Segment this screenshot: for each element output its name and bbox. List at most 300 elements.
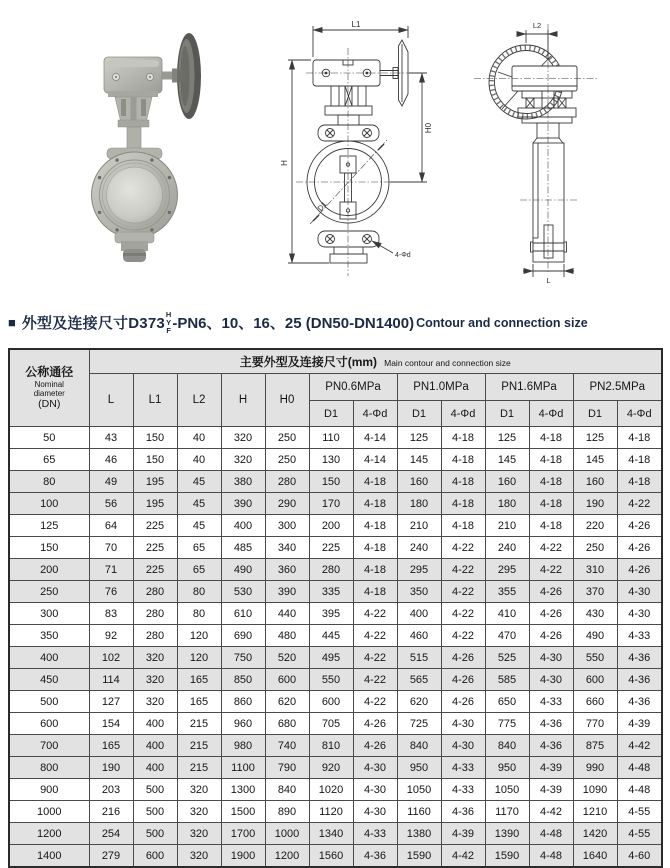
table-cell: 4-33 — [441, 757, 485, 779]
table-cell: 1340 — [309, 823, 353, 845]
table-cell: 102 — [89, 647, 133, 669]
sub-header-d1: D1 — [309, 401, 353, 427]
table-cell: 4-36 — [617, 669, 662, 691]
table-cell: 840 — [485, 735, 529, 757]
table-cell: 40 — [177, 427, 221, 449]
table-cell: 4-39 — [617, 713, 662, 735]
table-cell: 525 — [485, 647, 529, 669]
model-variant-h: H — [165, 310, 172, 319]
table-cell: 380 — [221, 471, 265, 493]
table-cell: 1380 — [397, 823, 441, 845]
table-cell: 240 — [397, 537, 441, 559]
table-row — [9, 559, 662, 581]
table-cell: 220 — [573, 515, 617, 537]
table-cell: 650 — [485, 691, 529, 713]
table-row — [9, 625, 662, 647]
table-cell: 400 — [133, 757, 177, 779]
table-cell: 200 — [9, 559, 89, 581]
table-cell: 100 — [9, 493, 89, 515]
table-cell: 80 — [177, 581, 221, 603]
table-row — [9, 823, 662, 845]
table-cell: 1640 — [573, 845, 617, 868]
table-row — [9, 581, 662, 603]
table-cell: 145 — [397, 449, 441, 471]
table-cell: 40 — [177, 449, 221, 471]
table-cell: 725 — [397, 713, 441, 735]
table-cell: 165 — [177, 669, 221, 691]
table-cell: 490 — [573, 625, 617, 647]
table-cell: 350 — [9, 625, 89, 647]
sub-header-4phid: 4-Φd — [617, 401, 662, 427]
table-cell: 1420 — [573, 823, 617, 845]
table-cell: 395 — [309, 603, 353, 625]
model-variant-y: Y — [166, 317, 172, 327]
col-header-dn — [9, 349, 89, 427]
table-cell: 4-18 — [441, 493, 485, 515]
table-cell: 1120 — [309, 801, 353, 823]
wheel-shaft — [160, 69, 177, 83]
dim-label-D1: D1 — [315, 199, 329, 213]
table-cell: 320 — [177, 801, 221, 823]
table-cell: 400 — [397, 603, 441, 625]
table-cell: 279 — [89, 845, 133, 868]
table-cell: 4-18 — [617, 427, 662, 449]
table-cell: 4-22 — [529, 537, 573, 559]
table-cell: 4-22 — [441, 537, 485, 559]
table-cell: 4-18 — [441, 515, 485, 537]
table-cell: 4-33 — [529, 691, 573, 713]
title-suffix: -PN6、10、16、25 (DN50-DN1400) — [172, 315, 415, 333]
table-cell: 150 — [133, 427, 177, 449]
table-cell: 740 — [265, 735, 309, 757]
table-cell: 83 — [89, 603, 133, 625]
table-cell: 4-48 — [617, 757, 662, 779]
table-cell: 165 — [177, 691, 221, 713]
bottom-cover-outline — [330, 247, 367, 263]
table-cell: 4-30 — [353, 801, 397, 823]
table-cell: 1160 — [397, 801, 441, 823]
table-cell: 165 — [89, 735, 133, 757]
table-cell: 145 — [573, 449, 617, 471]
table-cell: 4-18 — [353, 581, 397, 603]
table-cell: 71 — [89, 559, 133, 581]
table-cell: 1590 — [397, 845, 441, 868]
table-cell: 565 — [397, 669, 441, 691]
table-cell: 210 — [397, 515, 441, 537]
sub-header-4phid: 4-Φd — [353, 401, 397, 427]
table-cell: 125 — [397, 427, 441, 449]
table-cell: 700 — [9, 735, 89, 757]
table-cell: 195 — [133, 493, 177, 515]
table-cell: 1170 — [485, 801, 529, 823]
table-cell: 4-33 — [617, 625, 662, 647]
table-cell: 45 — [177, 515, 221, 537]
table-cell: 50 — [9, 427, 89, 449]
table-cell: 190 — [573, 493, 617, 515]
table-cell: 400 — [133, 713, 177, 735]
table-cell: 350 — [397, 581, 441, 603]
table-cell: 250 — [9, 581, 89, 603]
main-header — [89, 349, 662, 374]
table-cell: 1050 — [397, 779, 441, 801]
table-row — [9, 537, 662, 559]
table-cell: 840 — [397, 735, 441, 757]
table-cell: 4-30 — [529, 647, 573, 669]
table-cell: 400 — [221, 515, 265, 537]
table-cell: 530 — [221, 581, 265, 603]
table-cell: 890 — [265, 801, 309, 823]
valve-neck — [127, 127, 141, 150]
table-cell: 4-30 — [441, 735, 485, 757]
table-cell: 80 — [9, 471, 89, 493]
table-cell: 43 — [89, 427, 133, 449]
table-cell: 775 — [485, 713, 529, 735]
table-cell: 600 — [9, 713, 89, 735]
table-cell: 950 — [397, 757, 441, 779]
table-row — [9, 603, 662, 625]
table-cell: 4-55 — [617, 801, 662, 823]
table-cell: 150 — [133, 449, 177, 471]
table-cell: 250 — [265, 427, 309, 449]
table-cell: 860 — [221, 691, 265, 713]
table-cell: 1390 — [485, 823, 529, 845]
dim-L — [523, 264, 574, 285]
table-cell: 65 — [9, 449, 89, 471]
table-cell: 1400 — [9, 845, 89, 868]
table-cell: 4-18 — [529, 449, 573, 471]
table-cell: 585 — [485, 669, 529, 691]
table-row — [9, 471, 662, 493]
table-cell: 4-36 — [617, 647, 662, 669]
title-model-stack — [166, 311, 171, 335]
table-row — [9, 845, 662, 868]
table-cell: 500 — [9, 691, 89, 713]
table-cell: 114 — [89, 669, 133, 691]
table-cell: 4-22 — [617, 493, 662, 515]
dimension-table — [8, 348, 663, 868]
group-header-pn25: PN2.5MPa — [573, 374, 662, 401]
main-header-en: Main contour and connection size — [384, 358, 511, 368]
table-cell: 4-22 — [353, 691, 397, 713]
table-cell: 4-22 — [441, 603, 485, 625]
section-title — [8, 311, 668, 335]
table-cell: 225 — [133, 515, 177, 537]
table-cell: 520 — [265, 647, 309, 669]
title-en: Contour and connection size — [416, 315, 588, 330]
table-cell: 4-26 — [617, 515, 662, 537]
sub-header-d1: D1 — [397, 401, 441, 427]
table-cell: 440 — [265, 603, 309, 625]
table-cell: 210 — [485, 515, 529, 537]
table-cell: 990 — [573, 757, 617, 779]
title-zh: 外型及连接尺寸D373 — [21, 315, 165, 333]
col-header-L1: L1 — [133, 374, 177, 427]
table-cell: 4-26 — [617, 537, 662, 559]
table-cell: 900 — [9, 779, 89, 801]
table-row — [9, 757, 662, 779]
yoke-bracket — [115, 97, 152, 127]
table-cell: 790 — [265, 757, 309, 779]
table-cell: 750 — [221, 647, 265, 669]
table-row — [9, 449, 662, 471]
table-cell: 280 — [133, 625, 177, 647]
table-cell: 4-26 — [441, 669, 485, 691]
table-cell: 320 — [133, 647, 177, 669]
table-cell: 600 — [133, 845, 177, 868]
sub-header-4phid: 4-Φd — [529, 401, 573, 427]
table-cell: 4-26 — [441, 647, 485, 669]
table-cell: 4-30 — [353, 779, 397, 801]
table-cell: 64 — [89, 515, 133, 537]
table-cell: 4-14 — [353, 449, 397, 471]
table-cell: 300 — [9, 603, 89, 625]
table-cell: 390 — [221, 493, 265, 515]
col-header-L: L — [89, 374, 133, 427]
table-cell: 500 — [133, 801, 177, 823]
table-cell: 360 — [265, 559, 309, 581]
table-cell: 705 — [309, 713, 353, 735]
table-cell: 1560 — [309, 845, 353, 868]
col-header-L2: L2 — [177, 374, 221, 427]
table-cell: 195 — [133, 471, 177, 493]
table-cell: 4-26 — [529, 581, 573, 603]
main-header-zh: 主要外型及连接尺寸(mm) — [239, 355, 378, 369]
table-cell: 1100 — [221, 757, 265, 779]
table-cell: 840 — [265, 779, 309, 801]
table-cell: 4-22 — [353, 647, 397, 669]
table-cell: 370 — [573, 581, 617, 603]
table-cell: 470 — [485, 625, 529, 647]
table-cell: 4-18 — [353, 471, 397, 493]
table-cell: 1210 — [573, 801, 617, 823]
table-cell: 4-18 — [353, 493, 397, 515]
table-cell: 1050 — [485, 779, 529, 801]
dim-label-H0: H0 — [424, 122, 433, 134]
dn-header-unit: (DN) — [38, 398, 61, 411]
table-cell: 216 — [89, 801, 133, 823]
table-cell: 4-26 — [529, 625, 573, 647]
table-cell: 500 — [133, 823, 177, 845]
table-cell: 295 — [485, 559, 529, 581]
table-cell: 154 — [89, 713, 133, 735]
table-cell: 1900 — [221, 845, 265, 868]
table-cell: 4-22 — [353, 603, 397, 625]
valve-body — [92, 152, 178, 238]
bottom-shaft-cover — [115, 232, 154, 262]
col-header-H0: H0 — [265, 374, 309, 427]
table-cell: 215 — [177, 735, 221, 757]
dim-label-H: H — [280, 160, 289, 166]
table-cell: 920 — [309, 757, 353, 779]
table-cell: 600 — [573, 669, 617, 691]
table-cell: 4-39 — [529, 779, 573, 801]
table-cell: 290 — [265, 493, 309, 515]
dn-header-zh: 公称通径 — [25, 364, 74, 379]
table-cell: 4-26 — [353, 735, 397, 757]
table-cell: 127 — [89, 691, 133, 713]
table-cell: 445 — [309, 625, 353, 647]
table-row — [9, 801, 662, 823]
table-cell: 70 — [89, 537, 133, 559]
table-cell: 215 — [177, 713, 221, 735]
centerlines-side — [474, 24, 598, 273]
table-cell: 254 — [89, 823, 133, 845]
col-header-H: H — [221, 374, 265, 427]
table-cell: 320 — [177, 823, 221, 845]
table-cell: 600 — [309, 691, 353, 713]
table-row — [9, 515, 662, 537]
table-cell: 875 — [573, 735, 617, 757]
table-cell: 4-36 — [617, 691, 662, 713]
table-cell: 280 — [133, 603, 177, 625]
table-cell: 4-30 — [617, 603, 662, 625]
table-cell: 4-22 — [353, 625, 397, 647]
table-row — [9, 647, 662, 669]
table-cell: 4-26 — [617, 559, 662, 581]
sub-header-d1: D1 — [485, 401, 529, 427]
table-cell: 1300 — [221, 779, 265, 801]
sub-header-d1: D1 — [573, 401, 617, 427]
table-cell: 56 — [89, 493, 133, 515]
table-cell: 4-22 — [529, 559, 573, 581]
table-cell: 295 — [397, 559, 441, 581]
yoke-outline — [325, 86, 372, 125]
table-cell: 4-18 — [353, 537, 397, 559]
table-cell: 300 — [265, 515, 309, 537]
table-cell: 1700 — [221, 823, 265, 845]
sub-header-4phid: 4-Φd — [441, 401, 485, 427]
table-cell: 600 — [265, 669, 309, 691]
table-cell: 680 — [265, 713, 309, 735]
table-cell: 4-18 — [529, 427, 573, 449]
table-row — [9, 713, 662, 735]
table-cell: 960 — [221, 713, 265, 735]
table-body — [9, 427, 662, 868]
table-cell: 850 — [221, 669, 265, 691]
table-cell: 65 — [177, 559, 221, 581]
table-cell: 4-60 — [617, 845, 662, 868]
table-cell: 280 — [309, 559, 353, 581]
table-cell: 4-36 — [529, 735, 573, 757]
table-cell: 610 — [221, 603, 265, 625]
table-cell: 1200 — [265, 845, 309, 868]
table-cell: 4-22 — [441, 625, 485, 647]
table-cell: 4-18 — [529, 515, 573, 537]
valve-drawings — [0, 0, 670, 308]
table-cell: 160 — [573, 471, 617, 493]
table-cell: 1090 — [573, 779, 617, 801]
table-cell: 320 — [177, 779, 221, 801]
dim-H0 — [390, 73, 433, 182]
table-cell: 4-36 — [529, 713, 573, 735]
table-cell: 180 — [397, 493, 441, 515]
group-header-pn16: PN1.6MPa — [485, 374, 573, 401]
table-cell: 4-18 — [353, 559, 397, 581]
table-cell: 810 — [309, 735, 353, 757]
table-cell: 203 — [89, 779, 133, 801]
table-cell: 4-18 — [441, 449, 485, 471]
table-cell: 45 — [177, 471, 221, 493]
table-cell: 500 — [133, 779, 177, 801]
table-cell: 390 — [265, 581, 309, 603]
table-cell: 215 — [177, 757, 221, 779]
table-cell: 980 — [221, 735, 265, 757]
bottom-lug-outline — [318, 231, 379, 247]
dim-label-L2: L2 — [532, 21, 542, 30]
table-cell: 150 — [309, 471, 353, 493]
table-cell: 320 — [221, 449, 265, 471]
table-cell: 160 — [397, 471, 441, 493]
table-cell: 125 — [573, 427, 617, 449]
table-cell: 125 — [9, 515, 89, 537]
dn-header-en2: diameter — [33, 388, 65, 398]
table-cell: 225 — [133, 559, 177, 581]
table-cell: 480 — [265, 625, 309, 647]
table-cell: 150 — [9, 537, 89, 559]
table-cell: 4-18 — [441, 471, 485, 493]
table-cell: 250 — [265, 449, 309, 471]
table-cell: 950 — [485, 757, 529, 779]
table-row — [9, 691, 662, 713]
table-cell: 4-14 — [353, 427, 397, 449]
table-cell: 170 — [309, 493, 353, 515]
table-cell: 240 — [485, 537, 529, 559]
table-cell: 280 — [265, 471, 309, 493]
table-cell: 280 — [133, 581, 177, 603]
model-variant-f: F — [166, 325, 171, 335]
table-cell: 800 — [9, 757, 89, 779]
table-cell: 320 — [177, 845, 221, 868]
table-cell: 770 — [573, 713, 617, 735]
table-cell: 460 — [397, 625, 441, 647]
table-cell: 4-30 — [353, 757, 397, 779]
dim-label-4-phi-d: 4-Φd — [395, 252, 411, 259]
table-cell: 4-18 — [353, 515, 397, 537]
table-cell: 1000 — [9, 801, 89, 823]
gearbox — [104, 57, 162, 97]
table-cell: 620 — [265, 691, 309, 713]
table-cell: 4-30 — [529, 669, 573, 691]
table-cell: 4-18 — [529, 471, 573, 493]
table-cell: 4-48 — [529, 823, 573, 845]
table-cell: 400 — [9, 647, 89, 669]
table-cell: 4-18 — [441, 427, 485, 449]
dim-L1 — [313, 20, 408, 57]
table-cell: 92 — [89, 625, 133, 647]
table-cell: 130 — [309, 449, 353, 471]
table-cell: 4-42 — [617, 735, 662, 757]
table-cell: 450 — [9, 669, 89, 691]
table-cell: 120 — [177, 647, 221, 669]
table-cell: 490 — [221, 559, 265, 581]
table-cell: 335 — [309, 581, 353, 603]
table-cell: 190 — [89, 757, 133, 779]
table-cell: 320 — [133, 669, 177, 691]
table-cell: 4-36 — [353, 845, 397, 868]
table-cell: 120 — [177, 625, 221, 647]
valve-photo-front — [85, 25, 215, 270]
table-cell: 145 — [485, 449, 529, 471]
table-cell: 550 — [573, 647, 617, 669]
table-cell: 4-22 — [353, 669, 397, 691]
table-cell: 4-48 — [617, 779, 662, 801]
valve-drawing-side — [462, 10, 657, 302]
table-cell: 4-42 — [441, 845, 485, 868]
table-cell: 4-26 — [353, 713, 397, 735]
table-cell: 80 — [177, 603, 221, 625]
table-cell: 4-26 — [529, 603, 573, 625]
table-cell: 620 — [397, 691, 441, 713]
